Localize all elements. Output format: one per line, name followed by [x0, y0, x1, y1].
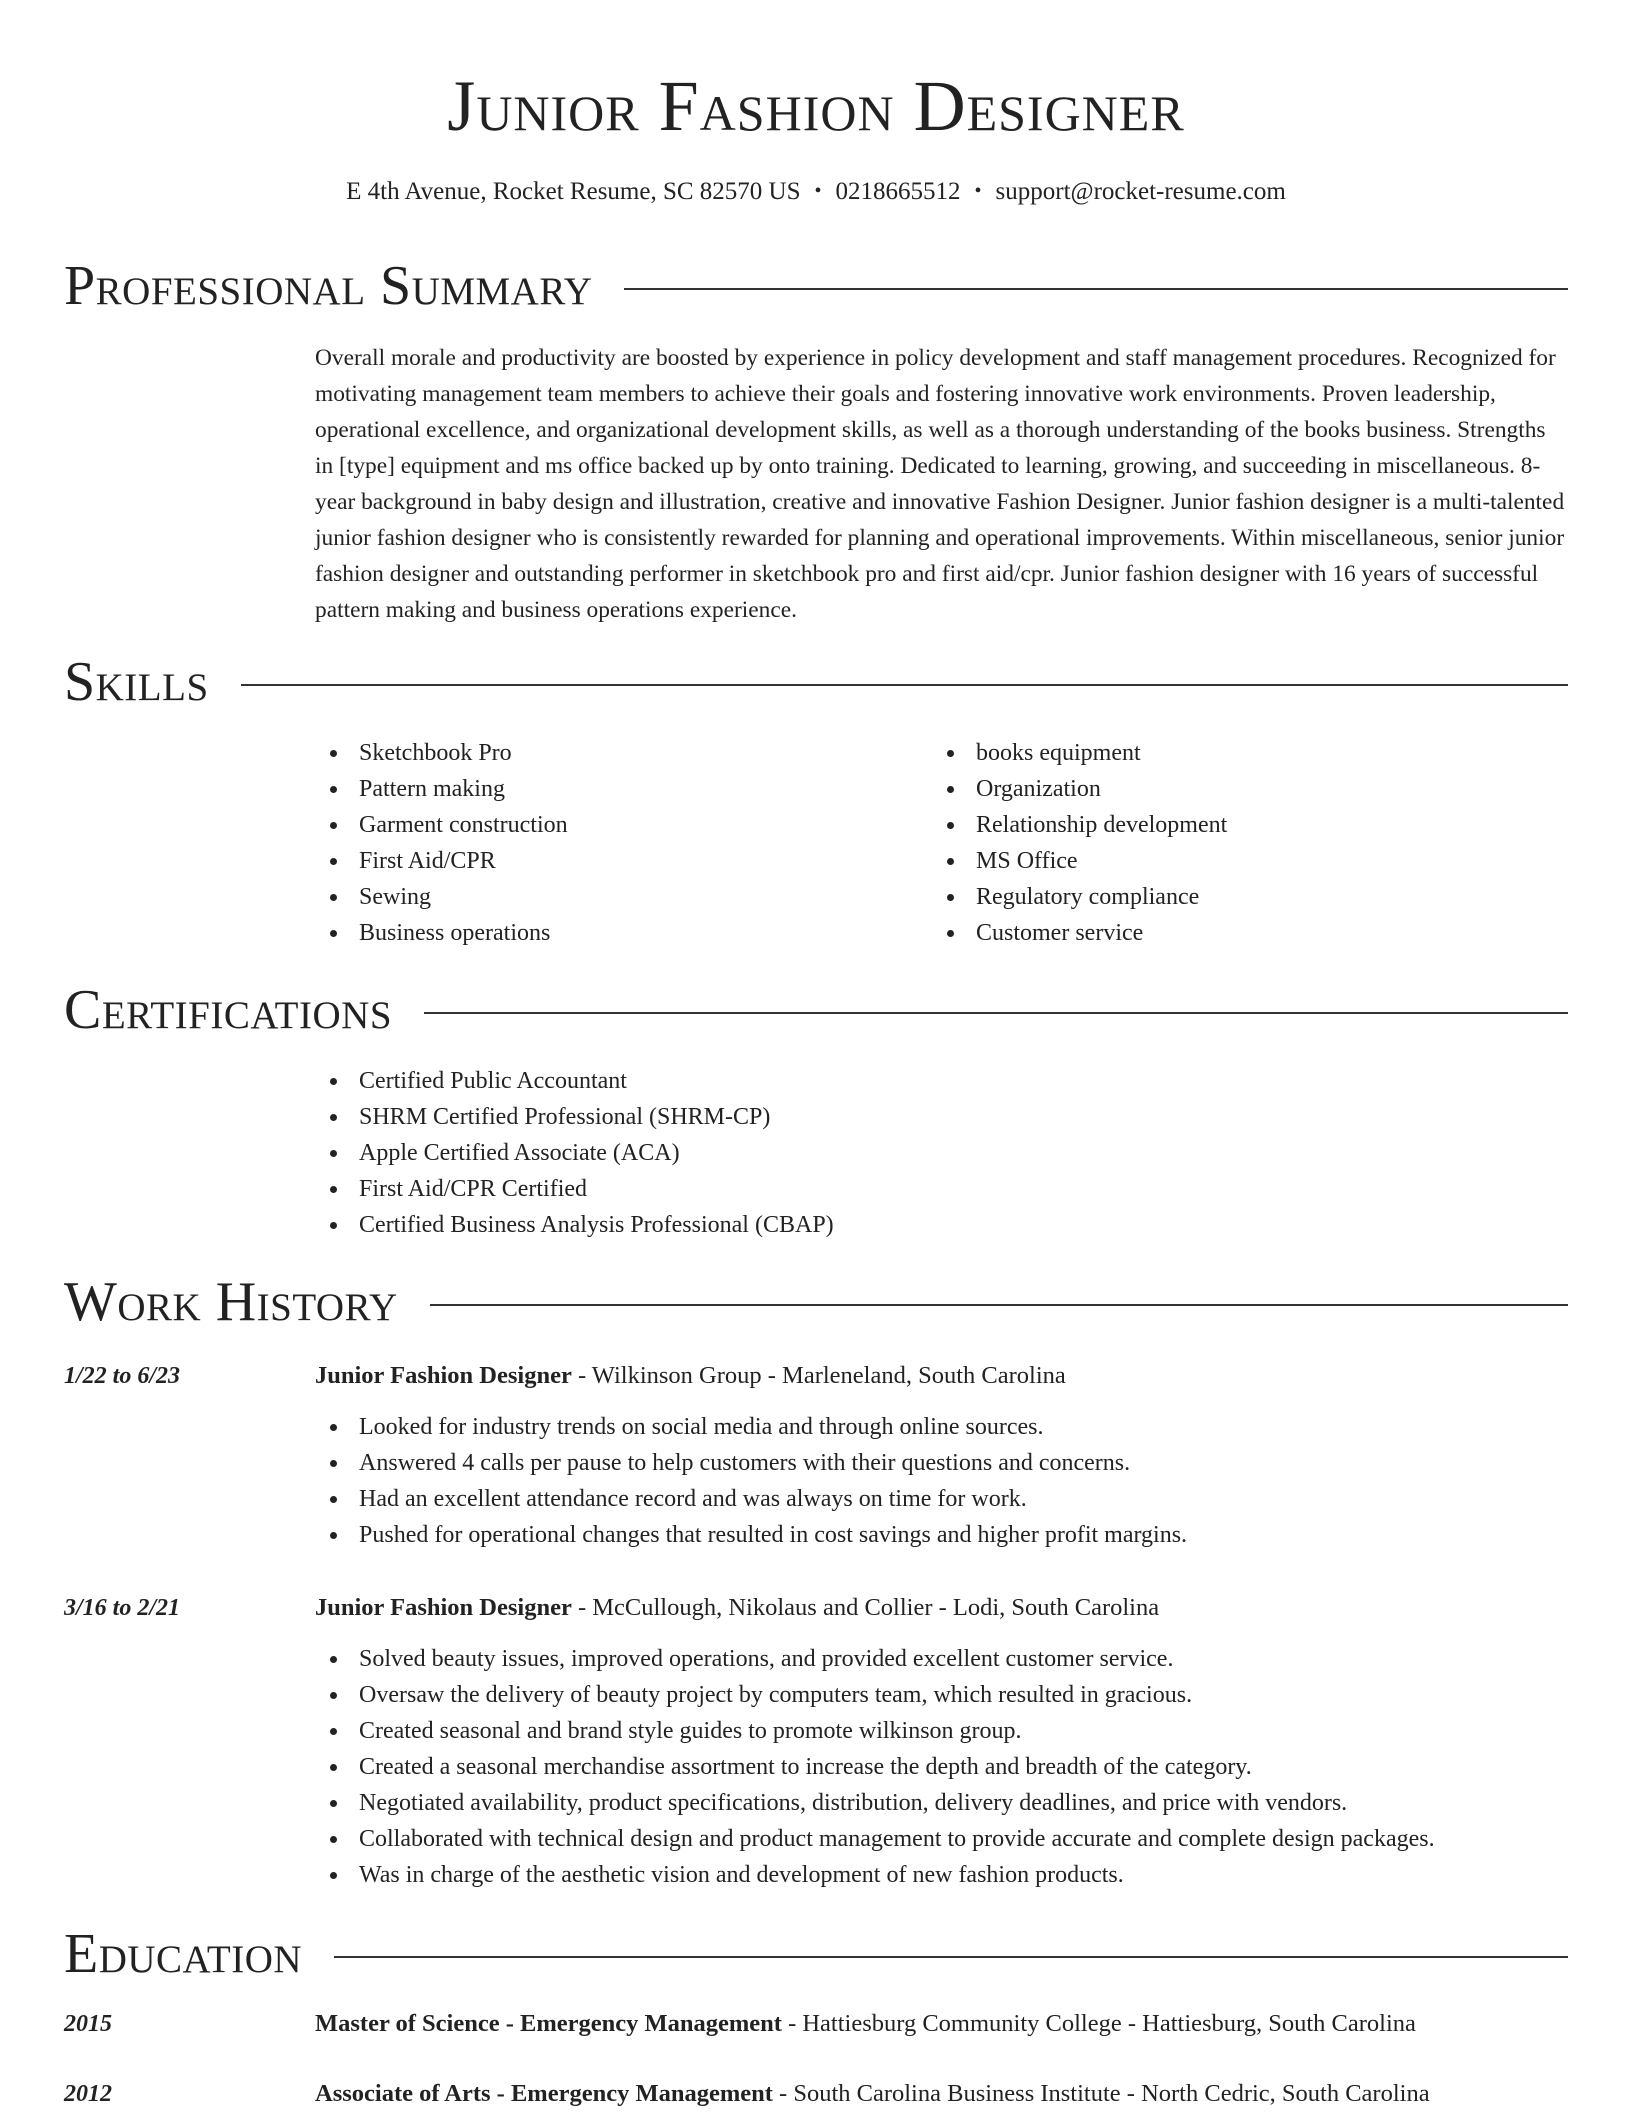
contact-address: E 4th Avenue, Rocket Resume, SC 82570 US	[346, 178, 801, 205]
certification-item: First Aid/CPR Certified	[315, 1171, 1515, 1207]
job-title: Junior Fashion Designer	[315, 1362, 572, 1389]
job-bullet: Oversaw the delivery of beauty project by computers team, which resulted in gracious.	[315, 1677, 1568, 1713]
summary-text: Overall morale and productivity are boosted by experience in policy development and staff management procedures. Recognized for motivating management team members to achieve their goals and fostering innovative work environments. Proven leadership, operational excellence, and organizational development skills, as well as a thorough understanding of the books business. Strengths in [type] equipment and ms office backed up by onto training. Dedicated to learning, growing, and succeeding in miscellaneous. 8-year background in baby design and illustration, creative and innovative Fashion Designer. Junior fashion designer is a multi-talented junior fashion designer who is consistently rewarded for planning and operational improvements. Within miscellaneous, senior junior fashion designer and outstanding performer in sketchbook pro and first aid/cpr. Junior fashion designer with 16 years of successful pattern making and business operations experience.	[315, 345, 1565, 623]
education-degree: Master of Science - Emergency Management	[315, 2010, 782, 2037]
job-bullet: Pushed for operational changes that resulted in cost savings and higher profit margins.	[315, 1517, 1568, 1553]
education-school-location: - Hattiesburg Community College - Hattiesburg, South Carolina	[781, 2010, 1416, 2037]
summary-section-header	[64, 254, 1568, 318]
section-title-education: Education	[64, 1923, 303, 1985]
work-section-header	[64, 1270, 1568, 1334]
section-divider	[241, 684, 1568, 686]
certification-item: SHRM Certified Professional (SHRM-CP)	[315, 1099, 1515, 1135]
contact-phone: 0218665512	[835, 178, 961, 205]
section-title-summary: Professional Summary	[64, 255, 593, 317]
skill-item: Customer service	[932, 915, 1532, 951]
skills-list-right	[932, 735, 1532, 951]
education-year: 2012	[64, 2081, 112, 2107]
job-bullet: Was in charge of the aesthetic vision and development of new fashion products.	[315, 1857, 1568, 1893]
job-employer-location: - Wilkinson Group - Marleneland, South Carolina	[571, 1362, 1066, 1389]
education-school-location: - South Carolina Business Institute - North Cedric, South Carolina	[772, 2080, 1430, 2107]
skill-item: Garment construction	[315, 807, 915, 843]
certification-item: Certified Public Accountant	[315, 1063, 1515, 1099]
education-degree: Associate of Arts - Emergency Management	[315, 2080, 773, 2107]
job-bullet: Solved beauty issues, improved operations, and provided excellent customer service.	[315, 1641, 1568, 1677]
skill-item: Sewing	[315, 879, 915, 915]
contact-separator: •	[974, 180, 982, 202]
job-heading	[315, 1360, 1568, 1392]
job-bullet: Negotiated availability, product specifications, distribution, delivery deadlines, and price with vendors.	[315, 1785, 1568, 1821]
education-year: 2015	[64, 2011, 112, 2037]
job-bullet: Answered 4 calls per pause to help customers with their questions and concerns.	[315, 1445, 1568, 1481]
section-title-skills: Skills	[64, 651, 209, 713]
section-divider	[334, 1956, 1568, 1958]
contact-email[interactable]: support@rocket-resume.com	[995, 178, 1286, 205]
skill-item: Sketchbook Pro	[315, 735, 915, 771]
skill-item: Regulatory compliance	[932, 879, 1532, 915]
skill-item: books equipment	[932, 735, 1532, 771]
job-bullet: Created seasonal and brand style guides to promote wilkinson group.	[315, 1713, 1568, 1749]
contact-line	[0, 176, 1632, 207]
job-title: Junior Fashion Designer	[315, 1594, 572, 1621]
certification-item: Certified Business Analysis Professional (CBAP)	[315, 1207, 1515, 1243]
job-bullet-list	[315, 1641, 1568, 1893]
job-bullet-list	[315, 1409, 1568, 1553]
skill-item: Business operations	[315, 915, 915, 951]
job-bullet: Collaborated with technical design and product management to provide accurate and complete design packages.	[315, 1821, 1568, 1857]
section-title-work: Work History	[64, 1271, 398, 1333]
job-dates: 1/22 to 6/23	[64, 1363, 181, 1389]
job-bullet: Looked for industry trends on social media and through online sources.	[315, 1409, 1568, 1445]
skill-item: First Aid/CPR	[315, 843, 915, 879]
job-dates: 3/16 to 2/21	[64, 1595, 181, 1621]
section-title-certifications: Certifications	[64, 979, 393, 1041]
certification-item: Apple Certified Associate (ACA)	[315, 1135, 1515, 1171]
job-employer-location: - McCullough, Nikolaus and Collier - Lodi, South Carolina	[571, 1594, 1160, 1621]
education-section-header	[64, 1922, 1568, 1986]
skill-item: MS Office	[932, 843, 1532, 879]
skill-item: Relationship development	[932, 807, 1532, 843]
section-divider	[424, 1012, 1568, 1014]
certifications-section-header	[64, 978, 1568, 1042]
skills-section-header	[64, 650, 1568, 714]
skills-list-left	[315, 735, 915, 951]
skill-item: Pattern making	[315, 771, 915, 807]
skill-item: Organization	[932, 771, 1532, 807]
education-heading	[315, 2008, 1568, 2040]
job-bullet: Had an excellent attendance record and was always on time for work.	[315, 1481, 1568, 1517]
section-divider	[624, 288, 1568, 290]
certifications-list	[315, 1063, 1515, 1243]
resume-name: Junior Fashion Designer	[447, 66, 1185, 146]
contact-separator: •	[814, 180, 822, 202]
section-divider	[430, 1304, 1568, 1306]
job-bullet: Created a seasonal merchandise assortment to increase the depth and breadth of the category.	[315, 1749, 1568, 1785]
education-heading	[315, 2078, 1568, 2110]
job-heading	[315, 1592, 1568, 1624]
